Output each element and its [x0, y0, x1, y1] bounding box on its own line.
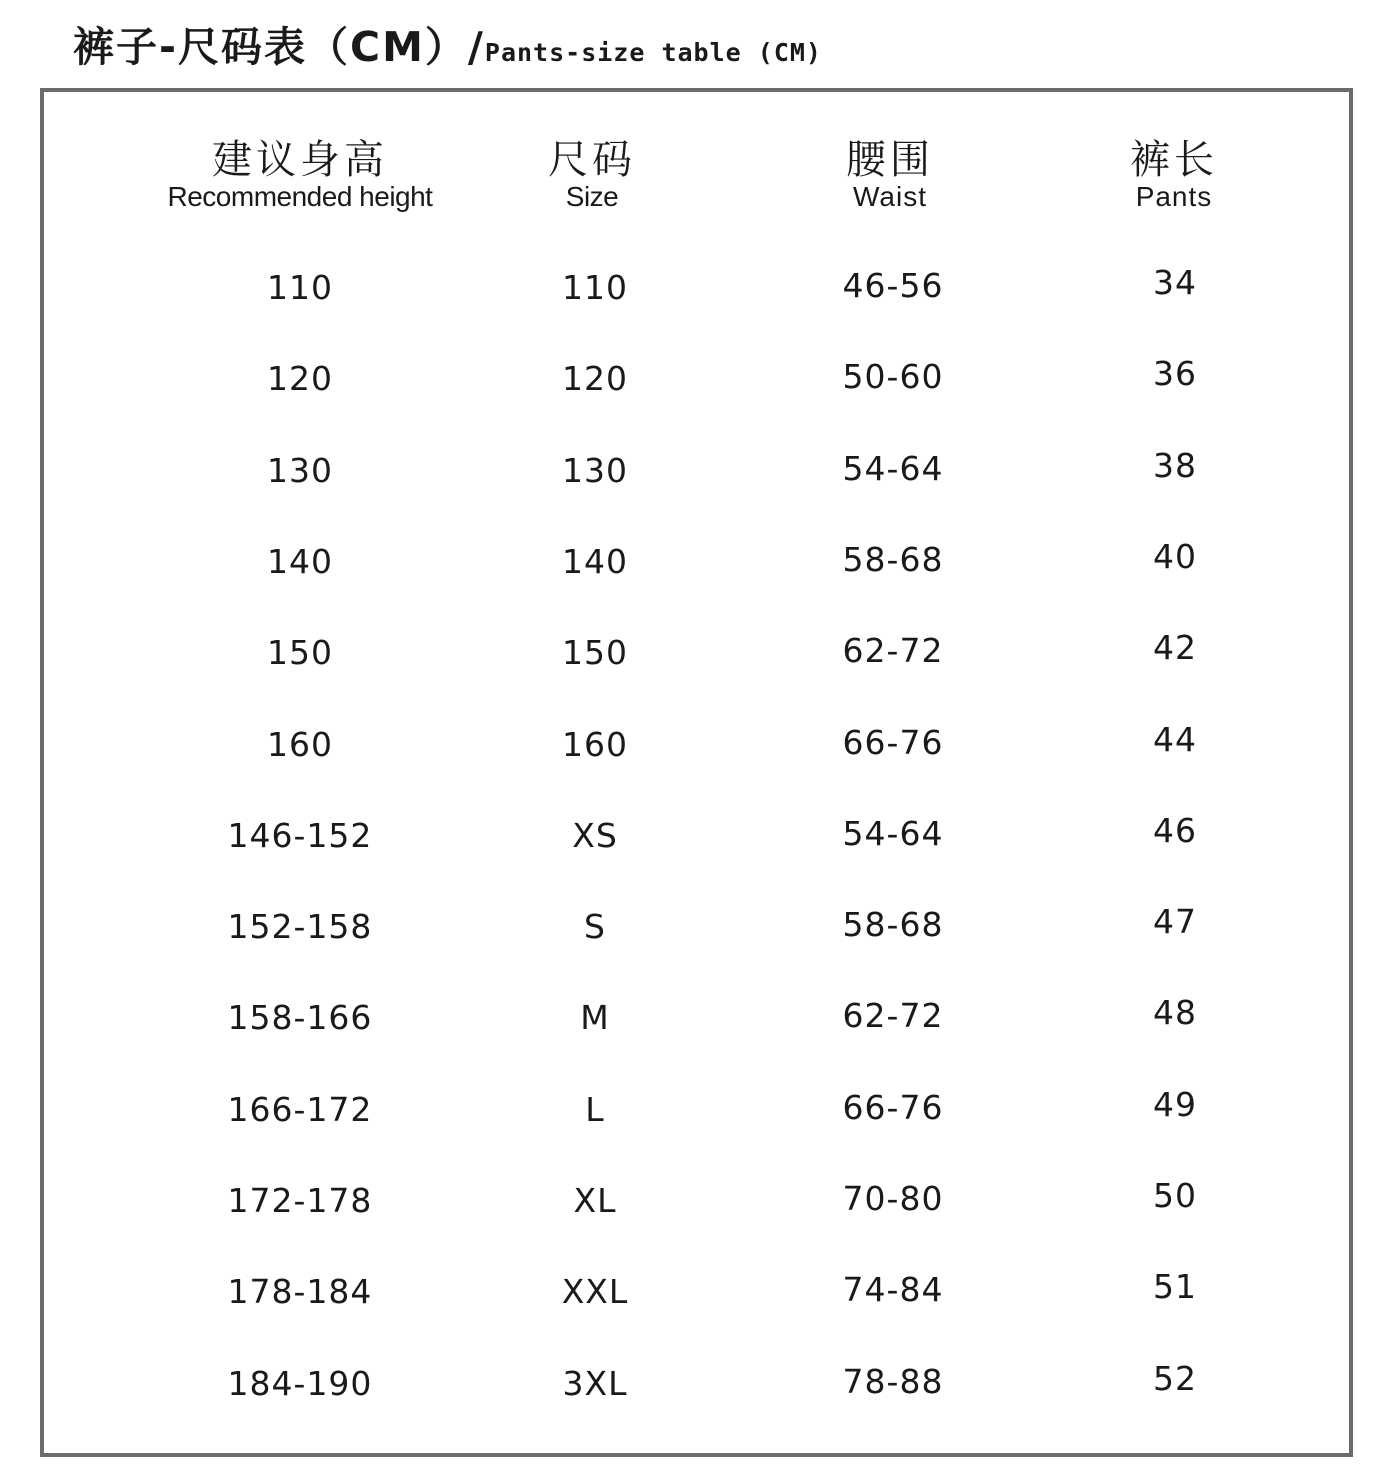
table-cell-size: 140	[562, 542, 628, 581]
table-cell-waist: 62-72	[842, 631, 944, 670]
table-cell-waist: 54-64	[842, 449, 944, 488]
table-cell-pants: 36	[1153, 354, 1197, 393]
table-cell-size: 120	[562, 359, 628, 398]
table-cell-pants: 40	[1153, 537, 1197, 576]
header-size-cn: 尺码	[548, 137, 636, 183]
header-waist-cn: 腰围	[846, 137, 934, 183]
table-cell-waist: 78-88	[842, 1362, 944, 1401]
table-cell-height: 120	[267, 359, 333, 398]
table-cell-size: 3XL	[562, 1364, 628, 1403]
table-cell-height: 150	[267, 633, 333, 672]
table-cell-waist: 74-84	[842, 1270, 944, 1309]
table-cell-height: 160	[267, 725, 333, 764]
table-cell-height: 146-152	[227, 816, 373, 855]
table-cell-size: XL	[573, 1181, 617, 1220]
table-cell-waist: 58-68	[842, 540, 944, 579]
table-cell-size: 160	[562, 725, 628, 764]
table-cell-size: 150	[562, 633, 628, 672]
header-recommended-height	[150, 138, 450, 212]
table-cell-size: 130	[562, 451, 628, 490]
table-cell-size: L	[585, 1090, 605, 1129]
header-height-en: Recommended height	[167, 181, 433, 212]
table-cell-pants: 38	[1153, 446, 1197, 485]
header-height-cn: 建议身高	[212, 137, 388, 183]
table-cell-height: 110	[267, 268, 333, 307]
table-cell-waist: 58-68	[842, 905, 944, 944]
table-cell-waist: 62-72	[842, 996, 944, 1035]
table-cell-height: 166-172	[227, 1090, 373, 1129]
table-cell-size: S	[584, 907, 606, 946]
table-cell-pants: 51	[1153, 1267, 1197, 1306]
table-cell-height: 172-178	[227, 1181, 373, 1220]
header-size	[492, 138, 692, 212]
table-cell-waist: 70-80	[842, 1179, 944, 1218]
table-cell-waist: 50-60	[842, 357, 944, 396]
page-title	[73, 14, 822, 74]
title-english: Pants-size table (CM)	[484, 38, 822, 67]
table-cell-size: 110	[562, 268, 628, 307]
table-cell-height: 178-184	[227, 1272, 373, 1311]
table-cell-pants: 49	[1153, 1085, 1197, 1124]
table-cell-pants: 48	[1153, 993, 1197, 1032]
table-cell-pants: 50	[1153, 1176, 1197, 1215]
table-cell-waist: 54-64	[842, 814, 944, 853]
header-waist	[790, 138, 990, 212]
table-cell-waist: 66-76	[842, 723, 944, 762]
table-cell-height: 152-158	[227, 907, 373, 946]
table-cell-size: XXL	[561, 1272, 629, 1311]
table-cell-pants: 42	[1153, 628, 1197, 667]
table-cell-height: 140	[267, 542, 333, 581]
table-cell-pants: 44	[1153, 720, 1197, 759]
title-chinese: 裤子-尺码表（CM）/	[73, 23, 485, 71]
table-cell-pants: 47	[1153, 902, 1197, 941]
table-cell-waist: 66-76	[842, 1088, 944, 1127]
table-cell-size: M	[580, 998, 610, 1037]
header-pants-en: Pants	[1135, 181, 1213, 212]
table-cell-pants: 34	[1153, 263, 1197, 302]
header-size-en: Size	[565, 181, 619, 212]
header-waist-en: Waist	[853, 181, 927, 212]
header-pants-length	[1074, 138, 1274, 212]
table-cell-height: 130	[267, 451, 333, 490]
table-cell-pants: 52	[1153, 1359, 1197, 1398]
table-cell-pants: 46	[1153, 811, 1197, 850]
header-pants-cn: 裤长	[1130, 137, 1218, 183]
table-cell-waist: 46-56	[842, 266, 944, 305]
table-cell-size: XS	[572, 816, 618, 855]
table-cell-height: 184-190	[227, 1364, 373, 1403]
table-cell-height: 158-166	[227, 998, 373, 1037]
